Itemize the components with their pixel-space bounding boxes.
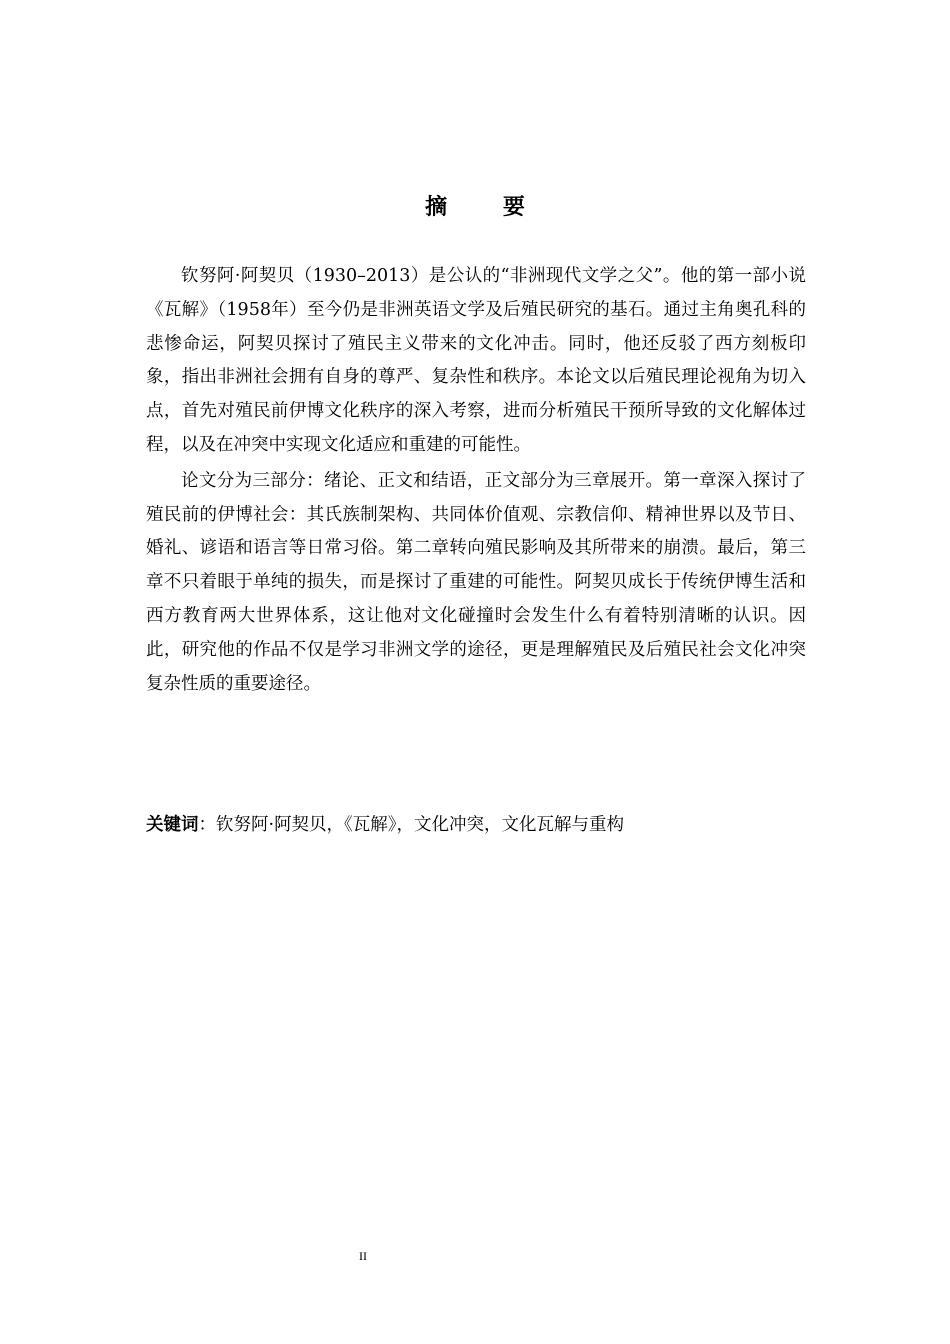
keywords-separator: ： bbox=[198, 815, 216, 835]
abstract-paragraph-1: 钦努阿·阿契贝（1930–2013）是公认的“非洲现代文学之父”。他的第一部小说《瓦解》（1958年）至今仍是非洲英语文学及后殖民研究的基石。通过主角奥孔科的悲惨命运，阿契贝探讨了殖民主义带来的文化冲击。同时，他还反驳了西方刻板印象，指出非洲社会拥有自身的尊严、复杂性和秩序。本论文以后殖民理论视角为切入点，首先对殖民前伊博文化秩序的深入考察，进而分析殖民干预所导致的文化解体过程，以及在冲突中实现文化适应和重建的可能性。 bbox=[146, 266, 806, 455]
page-number: II bbox=[359, 1249, 367, 1263]
keywords-line bbox=[146, 809, 806, 841]
abstract-paragraph-2: 论文分为三部分：绪论、正文和结语，正文部分为三章展开。第一章深入探讨了殖民前的伊博社会：其氏族制架构、共同体价值观、宗教信仰、精神世界以及节日、婚礼、谚语和语言等日常习俗。第二章转向殖民影响及其所带来的崩溃。最后，第三章不只着眼于单纯的损失，而是探讨了重建的可能性。阿契贝成长于传统伊博生活和西方教育两大世界体系，这让他对文化碰撞时会发生什么有着特别清晰的认识。因此，研究他的作品不仅是学习非洲文学的途径，更是理解殖民及后殖民社会文化冲突复杂性质的重要途径。 bbox=[146, 470, 806, 694]
keywords-label: 关键词 bbox=[146, 815, 199, 835]
page-title: 摘 要 bbox=[425, 193, 549, 220]
keywords-text: 钦努阿·阿契贝，《瓦解》，文化冲突，文化瓦解与重构 bbox=[216, 815, 625, 835]
abstract-body bbox=[146, 260, 806, 701]
